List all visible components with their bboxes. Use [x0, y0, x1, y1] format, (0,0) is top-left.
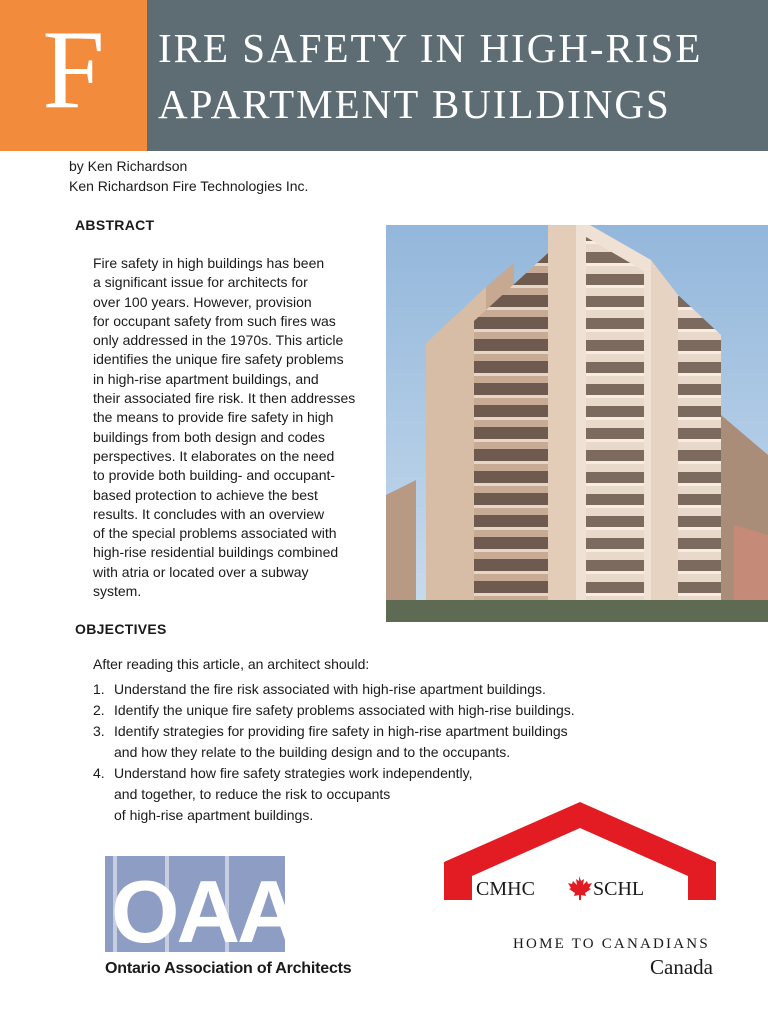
objective-item: [93, 679, 653, 700]
objective-text-continued: and together, to reduce the risk to occupants: [114, 786, 391, 802]
abstract-line: high-rise residential buildings combined: [93, 544, 339, 561]
abstract-line: Fire safety in high buildings has been: [93, 255, 325, 271]
objective-number: 2.: [93, 702, 105, 718]
objective-item: [93, 763, 653, 784]
abstract-heading: ABSTRACT: [75, 217, 155, 233]
objective-text: Understand the fire risk associated with high-rise apartment buildings.: [114, 681, 546, 697]
home-tagline: HOME TO CANADIANS: [513, 936, 710, 952]
abstract-body: [93, 254, 378, 601]
objectives-heading: OBJECTIVES: [75, 621, 167, 637]
objective-item: [93, 721, 653, 742]
title-banner: [0, 0, 768, 151]
objective-number: 1.: [93, 681, 105, 697]
title-bar: [147, 0, 768, 151]
abstract-line: perspectives. It elaborates on the need: [93, 447, 335, 464]
abstract-line: over 100 years. However, provision: [93, 293, 312, 310]
abstract-line: to provide both building- and occupant-: [93, 467, 336, 484]
title-line-2: APARTMENT BUILDINGS: [158, 81, 671, 127]
maple-leaf-icon: [568, 876, 592, 900]
abstract-line: system.: [93, 583, 142, 600]
author: by Ken Richardson: [69, 158, 188, 174]
dropcap-block: [0, 0, 147, 151]
oaa-name: Ontario Association of Architects: [105, 960, 352, 977]
cmhc-left: CMHC: [476, 878, 535, 900]
cmhc-logo: [440, 800, 720, 910]
cmhc-roof-icon: [440, 800, 720, 910]
abstract-line: their associated fire risk. It then addresses: [93, 390, 356, 407]
objective-text-continued: of high-rise apartment buildings.: [114, 807, 314, 823]
title-line-1: IRE SAFETY IN HIGH-RISE: [158, 25, 703, 71]
cmhc-right: SCHL: [593, 878, 645, 900]
objective-text: Understand how fire safety strategies work independently,: [114, 765, 473, 781]
objective-text: Identify strategies for providing fire safety in high-rise apartment buildings: [114, 723, 568, 739]
objective-text-continued: and how they relate to the building design and to the occupants.: [114, 744, 511, 760]
objective-item: [93, 700, 653, 721]
abstract-line: in high-rise apartment buildings, and: [93, 370, 319, 387]
abstract-line: for occupant safety from such fires was: [93, 312, 336, 329]
abstract-line: with atria or located over a subway: [93, 563, 309, 580]
objective-text: Identify the unique fire safety problems associated with high-rise buildings.: [114, 702, 575, 718]
abstract-line: of the special problems associated with: [93, 525, 337, 542]
objectives-intro: After reading this article, an architect should:: [93, 656, 370, 672]
dropcap-letter: F: [42, 8, 105, 132]
abstract-line: a significant issue for architects for: [93, 274, 308, 291]
oaa-letters: OAA: [111, 862, 298, 961]
oaa-logo-icon: [105, 856, 373, 961]
building-photo: [386, 225, 768, 622]
objective-number: 3.: [93, 723, 105, 739]
abstract-line: identifies the unique fire safety problems: [93, 351, 344, 368]
byline: [69, 156, 308, 196]
abstract-line: the means to provide fire safety in high: [93, 409, 334, 426]
abstract-line: buildings from both design and codes: [93, 428, 325, 445]
objective-number: 4.: [93, 765, 105, 781]
abstract-line: based protection to achieve the best: [93, 486, 318, 503]
affiliation: Ken Richardson Fire Technologies Inc.: [69, 178, 309, 194]
abstract-line: results. It concludes with an overview: [93, 505, 325, 522]
abstract-line: only addressed in the 1970s. This article: [93, 332, 344, 349]
high-rise-building-icon: [386, 225, 768, 622]
canada-wordmark: Canada: [650, 955, 713, 979]
